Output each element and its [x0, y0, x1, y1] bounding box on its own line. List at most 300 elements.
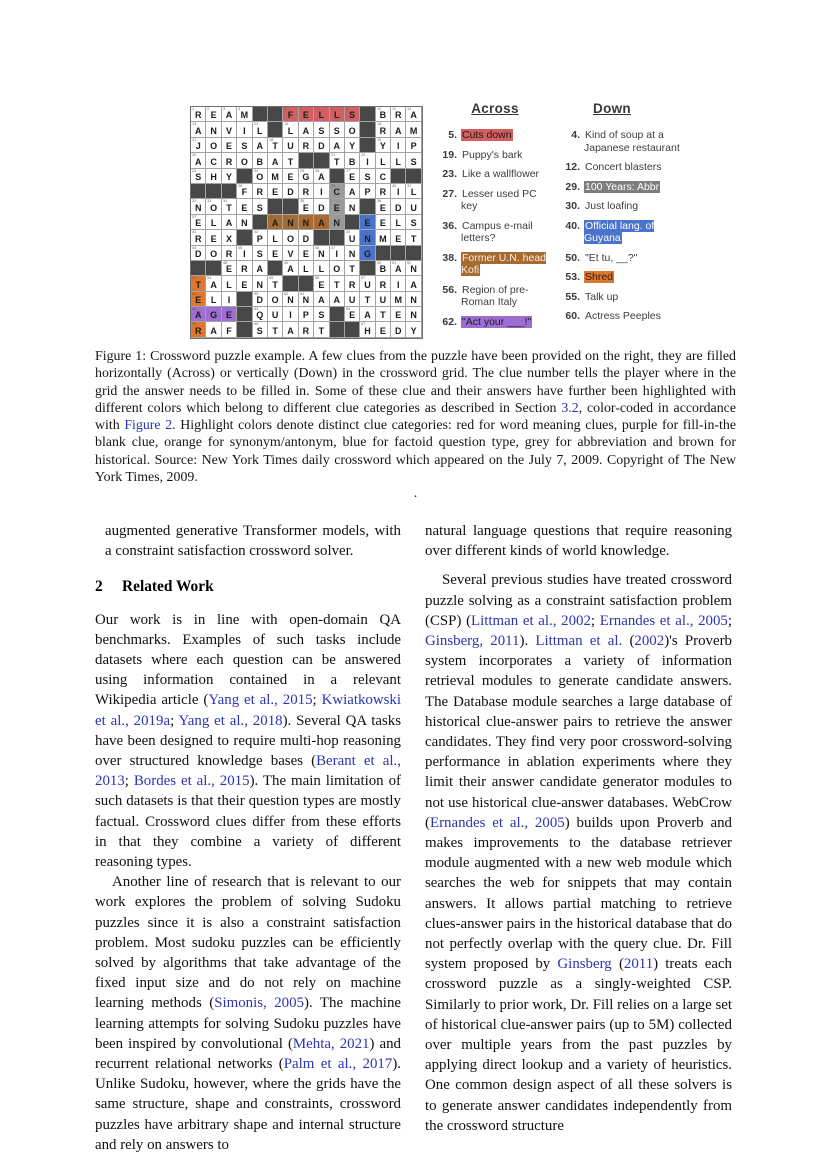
cell-letter: U [271, 310, 279, 321]
grid-cell [406, 322, 421, 337]
clue-text-wrap [584, 181, 688, 194]
cell-letter: E [302, 248, 309, 259]
clue-number: 27. [442, 187, 457, 200]
cell-number: 20 [192, 153, 197, 158]
grid-cell [406, 184, 421, 199]
clue-item [560, 291, 738, 304]
cell-letter: S [410, 156, 417, 167]
cell-letter: E [364, 218, 371, 229]
grid-black-cell [330, 230, 345, 245]
grid-cell [406, 276, 421, 291]
clue-item [437, 168, 555, 181]
grid-cell [283, 215, 298, 230]
grid-cell [360, 230, 375, 245]
cell-letter: L [303, 264, 309, 275]
clue-text-wrap [584, 220, 688, 245]
cell-letter: L [395, 156, 402, 167]
cell-letter: E [210, 233, 217, 244]
cell-number: 55 [268, 276, 274, 281]
citation-link[interactable]: Mehta, 2021 [292, 1035, 370, 1052]
grid-cell [406, 230, 421, 245]
grid-cell [283, 230, 298, 245]
grid-cell [283, 307, 298, 322]
cell-letter: E [195, 218, 202, 229]
cell-letter: A [256, 141, 263, 152]
cell-letter: O [210, 202, 218, 213]
grid-cell [206, 276, 221, 291]
cell-letter: E [225, 264, 232, 275]
grid-cell [237, 215, 252, 230]
section-number: 2 [95, 578, 103, 596]
grid-black-cell [253, 215, 268, 230]
grid-cell [330, 138, 345, 153]
cell-number: 2 [207, 107, 210, 111]
cell-letter: T [195, 279, 201, 290]
cell-letter: I [243, 248, 246, 259]
cell-letter: O [210, 248, 218, 259]
clue-number: 30. [565, 200, 580, 212]
citation-link[interactable]: Ernandes et al., 2005 [599, 612, 728, 629]
cell-letter: O [348, 125, 356, 136]
cell-letter: L [272, 233, 278, 244]
clue-number: 53. [565, 271, 580, 283]
grid-cell [222, 276, 237, 291]
grid-black-cell [299, 153, 314, 168]
grid-black-cell [222, 184, 237, 199]
clue-item [437, 129, 555, 142]
cell-letter: I [227, 295, 231, 306]
grid-cell [330, 199, 345, 214]
cell-number: 53 [192, 276, 197, 281]
clue-number: 4. [571, 129, 580, 141]
cell-letter: T [226, 202, 232, 213]
cell-letter: M [271, 171, 279, 182]
grid-cell [360, 184, 375, 199]
grid-cell [206, 138, 221, 153]
grid-cell [299, 138, 314, 153]
grid-black-cell [314, 153, 329, 168]
across-clues [437, 101, 555, 335]
grid-cell [345, 230, 360, 245]
grid-cell [330, 153, 345, 168]
clue-item [560, 220, 738, 245]
grid-cell [222, 138, 237, 153]
grid-cell [222, 322, 237, 337]
grid-cell [376, 322, 391, 337]
cell-letter: A [395, 264, 402, 275]
cell-letter: E [333, 202, 340, 213]
grid-cell [253, 276, 268, 291]
citation-link[interactable]: 3.2 [561, 400, 579, 416]
grid-black-cell [376, 246, 391, 261]
body-paragraph: Several previous studies have treated crossword puzzle solving as a constraint satisfaction problem (CSP) (Littman et al., 2002; Ernandes et al., 2005; Ginsberg, 2011). Littman et al. (2002)'s Proverb system incorporates a variety of information retrieval modules to generate candidate answers. The Database module searches a large database of historical clue-answer pairs to retrieve the answer candidates. They find very poor crossword-solving performance in ablation experiments where they limit their answer candidate generator modules to not use historical clue-answer databases. WebCrow (Ernandes et al., 2005) builds upon Proverb and makes improvements to the database retriever module augmented with a new web module which searches the web for snippets that may contain answers. It allows partial matching to retrieve clues-answer pairs in the historical database that do not perfectly overlap with the query clue. Dr. Fill system proposed by Ginsberg (2011) treats each crossword puzzle as a singly-weighted CSP. Similarly to prior work, Dr. Fill relies on a large set of historical clue-answer pairs (up to 5M) collected over multiple years from the past puzzles by applying direct lookup and a variety of heuristics. One common design aspect of all these solvers is to generate answer candidates independently from the crossword structure [425, 572, 733, 1134]
grid-cell [314, 169, 329, 184]
clue-text-wrap [584, 200, 688, 213]
grid-cell [299, 122, 314, 137]
cell-number: 6 [299, 107, 302, 111]
grid-cell [283, 261, 298, 276]
grid-cell [237, 122, 252, 137]
grid-cell [406, 215, 421, 230]
cell-letter: R [225, 156, 233, 167]
clue-text-wrap [461, 149, 551, 162]
citation-link[interactable]: Ernandes et al., 2005 [429, 814, 565, 831]
grid-cell [299, 215, 314, 230]
cell-number: 12 [407, 107, 412, 111]
cell-number: 33 [207, 199, 212, 204]
cell-letter: S [333, 125, 340, 136]
cell-number: 64 [345, 307, 351, 311]
cell-letter: B [256, 156, 263, 167]
cell-letter: A [194, 310, 202, 321]
citation-link[interactable]: Yang et al., 2018 [178, 712, 283, 729]
clue-text-wrap [461, 129, 551, 142]
cell-number: 48 [222, 260, 228, 265]
grid-cell [253, 122, 268, 137]
clue-text-wrap [584, 252, 688, 265]
grid-cell [206, 122, 221, 137]
cell-letter: A [210, 279, 217, 290]
grid-cell [268, 138, 283, 153]
grid-cell [299, 292, 314, 307]
cell-letter: U [410, 202, 417, 213]
cell-letter: H [364, 325, 371, 336]
cell-letter: S [256, 202, 263, 213]
grid-cell [222, 122, 237, 137]
cell-letter: L [380, 156, 386, 167]
cell-letter: M [394, 295, 403, 306]
clue-item [560, 310, 738, 323]
grid-cell [268, 215, 283, 230]
cell-letter: R [379, 187, 387, 198]
grid-cell [391, 261, 406, 276]
cell-number: 57 [361, 276, 366, 281]
cell-letter: G [363, 248, 371, 259]
clue-item [437, 284, 555, 309]
cell-letter: R [302, 187, 310, 198]
cell-letter: I [397, 279, 400, 290]
grid-cell [360, 276, 375, 291]
cell-number: 24 [253, 168, 258, 173]
cell-letter: G [210, 310, 218, 321]
clue-item [437, 188, 555, 213]
cell-letter: O [287, 233, 295, 244]
section-heading [95, 577, 401, 597]
citation-link[interactable]: Littman et al., 2002 [471, 612, 591, 629]
cell-letter: N [348, 202, 356, 213]
cell-letter: L [210, 218, 217, 229]
grid-black-cell [268, 122, 283, 137]
clue-text-wrap [461, 220, 551, 245]
grid-cell [391, 322, 406, 337]
grid-cell [391, 215, 406, 230]
cell-letter: R [348, 279, 356, 290]
cell-letter: A [318, 171, 325, 182]
grid-cell [237, 261, 252, 276]
clue-text-wrap [584, 310, 688, 323]
citation-link[interactable]: Kwiatkowski et al., 2019a [95, 692, 401, 729]
grid-cell [283, 292, 298, 307]
grid-cell [360, 246, 375, 261]
cell-letter: P [256, 233, 263, 244]
cell-letter: A [318, 218, 325, 229]
grid-cell [237, 107, 252, 122]
cell-letter: E [241, 202, 248, 213]
cell-letter: A [194, 156, 202, 167]
clue-text-wrap [584, 271, 688, 284]
grid-cell [406, 153, 421, 168]
clue-text-highlighted: Former U.N. head Kofi [461, 251, 547, 276]
grid-cell [206, 215, 221, 230]
grid-cell [191, 199, 206, 214]
grid-cell [206, 153, 221, 168]
cell-number: 61 [299, 291, 305, 296]
grid-cell [376, 184, 391, 199]
grid-cell [268, 307, 283, 322]
cell-letter: O [271, 295, 279, 306]
grid-black-cell [360, 261, 375, 276]
body-paragraph: Our work is in line with open-domain QA benchmarks. Examples of such tasks include datasets where each question can be answered using information contained in a relevant Wikipedia article (Yang et al., 2015; Kwiatkowski et al., 2019a; Yang et al., 2018). Several QA tasks have been designed to require multi-hop reasoning over structured knowledge bases (Berant et al., 2013; Bordes et al., 2015). The main limitation of such datasets is that their question types are mostly factual. Crossword clues differ from these efforts in that they combine a variety of different reasoning types. [95, 611, 401, 871]
cell-letter: L [257, 125, 263, 136]
grid-cell [253, 184, 268, 199]
grid-cell [391, 276, 406, 291]
cell-number: 8 [330, 107, 333, 111]
cell-letter: O [210, 141, 218, 152]
cell-letter: A [410, 279, 417, 290]
grid-cell [283, 169, 298, 184]
clue-text-wrap [461, 188, 551, 213]
citation-link[interactable]: Berant et al., 2013 [95, 753, 401, 790]
cell-number: 66 [253, 322, 258, 327]
clue-text-highlighted: Official lang. of Guyana [584, 219, 655, 244]
cell-letter: Y [379, 141, 386, 152]
grid-cell [206, 322, 221, 337]
body-paragraph: Another line of research that is relevant to our work explores the problem of solving Sudoku puzzles since it is also a constraint satisfaction problem. Most sudoku puzzles can be efficiently solved by algorithms that take advantage of the fixed input size and do not rely on machine learning methods (Simonis, 2005). The machine learning attempts for solving Sudoku puzzles have been inspired by convolutional (Mehta, 2021) and recurrent relational networks (Palm et al., 2017). Unlike Sudoku, however, where the grids have the same structure, shape and constraints, crossword puzzles have arbitrary shape and internal structure and rely on answers to [95, 874, 401, 1153]
grid-cell [206, 292, 221, 307]
grid-cell [222, 261, 237, 276]
cell-letter: T [287, 156, 294, 167]
cell-letter: S [256, 248, 263, 259]
body-paragraph: natural language questions that require reasoning over different kinds of world knowledge. [425, 523, 732, 560]
cell-letter: I [335, 248, 338, 259]
cell-number: 13 [192, 122, 197, 127]
cell-letter: A [410, 110, 417, 121]
grid-cell [191, 169, 206, 184]
cell-letter: T [272, 141, 278, 152]
cell-number: 39 [284, 214, 289, 219]
cell-letter: A [194, 125, 202, 136]
cell-letter: O [333, 264, 341, 275]
grid-cell [253, 169, 268, 184]
clue-text: Just loafing [585, 200, 639, 212]
grid-cell [299, 322, 314, 337]
cell-letter: S [318, 125, 325, 136]
grid-black-cell [206, 261, 221, 276]
cell-letter: M [409, 125, 418, 136]
grid-cell [222, 153, 237, 168]
cell-letter: N [287, 295, 294, 306]
grid-cell [376, 138, 391, 153]
citation-link[interactable]: 2011 [623, 956, 654, 973]
cell-letter: T [380, 310, 386, 321]
grid-cell [268, 169, 283, 184]
right-column [425, 521, 732, 1136]
cell-letter: M [240, 110, 249, 121]
clue-number: 38. [442, 251, 457, 264]
grid-cell [237, 199, 252, 214]
grid-cell [314, 261, 329, 276]
grid-cell [330, 292, 345, 307]
grid-cell [283, 184, 298, 199]
cell-number: 49 [284, 260, 289, 265]
grid-black-cell [391, 169, 406, 184]
grid-black-cell [268, 261, 283, 276]
cell-letter: D [194, 248, 202, 259]
citation-link[interactable]: Simonis, 2005 [214, 995, 305, 1012]
cell-letter: N [318, 248, 325, 259]
grid-cell [406, 107, 421, 122]
grid-cell [330, 276, 345, 291]
cell-letter: R [194, 233, 202, 244]
grid-cell [376, 122, 391, 137]
grid-cell [330, 215, 345, 230]
grid-cell [391, 138, 406, 153]
citation-link[interactable]: Ginsberg, 2011 [425, 633, 520, 650]
cell-number: 10 [376, 107, 381, 111]
grid-black-cell [237, 169, 252, 184]
cell-number: 56 [315, 276, 320, 281]
cell-letter: L [410, 187, 417, 198]
cell-letter: N [410, 295, 417, 306]
cell-letter: I [366, 156, 369, 167]
grid-cell [376, 169, 391, 184]
grid-cell [268, 230, 283, 245]
cell-letter: R [395, 110, 402, 121]
cell-letter: R [379, 279, 387, 290]
cell-letter: E [272, 248, 279, 259]
cell-letter: S [195, 171, 202, 182]
grid-cell [268, 276, 283, 291]
cell-number: 30 [392, 183, 397, 188]
cell-number: 34 [222, 199, 228, 204]
cell-letter: I [397, 187, 400, 198]
clue-item [437, 220, 555, 245]
cell-letter: T [364, 295, 371, 306]
grid-cell [253, 322, 268, 337]
cell-letter: D [318, 202, 325, 213]
clue-text-highlighted: Shred [585, 271, 614, 283]
clue-item [437, 252, 555, 277]
citation-link[interactable]: Littman et al. [535, 633, 623, 650]
grid-cell [191, 322, 206, 337]
cell-letter: A [210, 325, 217, 336]
citation-link[interactable]: 2002 [634, 633, 665, 650]
grid-cell [360, 153, 375, 168]
cell-letter: E [395, 310, 402, 321]
clue-number: 56. [442, 283, 457, 296]
cell-letter: A [256, 264, 263, 275]
cell-letter: S [256, 325, 263, 336]
clue-item [560, 252, 738, 265]
cell-letter: D [256, 295, 263, 306]
grid-cell [360, 292, 375, 307]
grid-cell [376, 261, 391, 276]
grid-cell [299, 246, 314, 261]
cell-letter: A [302, 125, 310, 136]
grid-black-cell [330, 307, 345, 322]
citation-link[interactable]: Bordes et al., 2015 [133, 773, 250, 790]
grid-cell [253, 292, 268, 307]
grid-cell [283, 107, 298, 122]
grid-cell [406, 292, 421, 307]
cell-letter: E [195, 295, 202, 306]
grid-cell [206, 199, 221, 214]
cell-number: 58 [192, 291, 197, 296]
grid-cell [222, 215, 237, 230]
citation-link[interactable]: Yang et al., 2015 [208, 692, 313, 709]
cell-letter: L [333, 110, 340, 121]
cell-letter: L [318, 110, 325, 121]
cell-letter: L [318, 264, 325, 275]
clue-number: 50. [565, 251, 580, 264]
cell-number: 45 [238, 245, 243, 250]
cell-number: 37 [192, 214, 197, 219]
cell-number: 31 [407, 183, 412, 188]
grid-cell [314, 184, 329, 199]
grid-cell [299, 261, 314, 276]
grid-cell [191, 138, 206, 153]
grid-cell [345, 122, 360, 137]
cell-letter: S [410, 218, 417, 229]
clue-text: Campus e-mail letters? [461, 219, 533, 244]
cell-letter: E [272, 187, 279, 198]
citation-link[interactable]: Figure 2 [124, 418, 173, 434]
cell-letter: N [410, 264, 417, 275]
grid-cell [314, 292, 329, 307]
grid-cell [360, 322, 375, 337]
cell-letter: A [348, 187, 356, 198]
grid-cell [376, 230, 391, 245]
cell-letter: A [225, 110, 233, 121]
cell-letter: U [364, 279, 371, 290]
citation-link[interactable]: Ginsberg [557, 956, 612, 973]
cell-number: 9 [345, 107, 349, 111]
grid-cell [376, 276, 391, 291]
clue-text-wrap [461, 284, 551, 309]
cell-letter: S [241, 141, 248, 152]
grid-cell [191, 307, 206, 322]
cell-letter: E [349, 171, 356, 182]
citation-link[interactable]: Palm et al., 2017 [283, 1056, 393, 1073]
clue-number: 12. [565, 161, 580, 173]
cell-letter: E [225, 141, 232, 152]
cell-letter: E [287, 171, 294, 182]
grid-cell [345, 107, 360, 122]
clue-number: 40. [565, 219, 580, 232]
grid-cell [360, 215, 375, 230]
grid-cell [345, 153, 360, 168]
grid-black-cell [237, 292, 252, 307]
grid-cell [376, 199, 391, 214]
grid-black-cell [360, 199, 375, 214]
grid-cell [314, 215, 329, 230]
grid-cell [268, 184, 283, 199]
cell-letter: E [349, 310, 356, 321]
cell-letter: F [226, 325, 232, 336]
grid-black-cell [237, 322, 252, 337]
cell-number: 19 [376, 137, 381, 142]
grid-cell [222, 292, 237, 307]
